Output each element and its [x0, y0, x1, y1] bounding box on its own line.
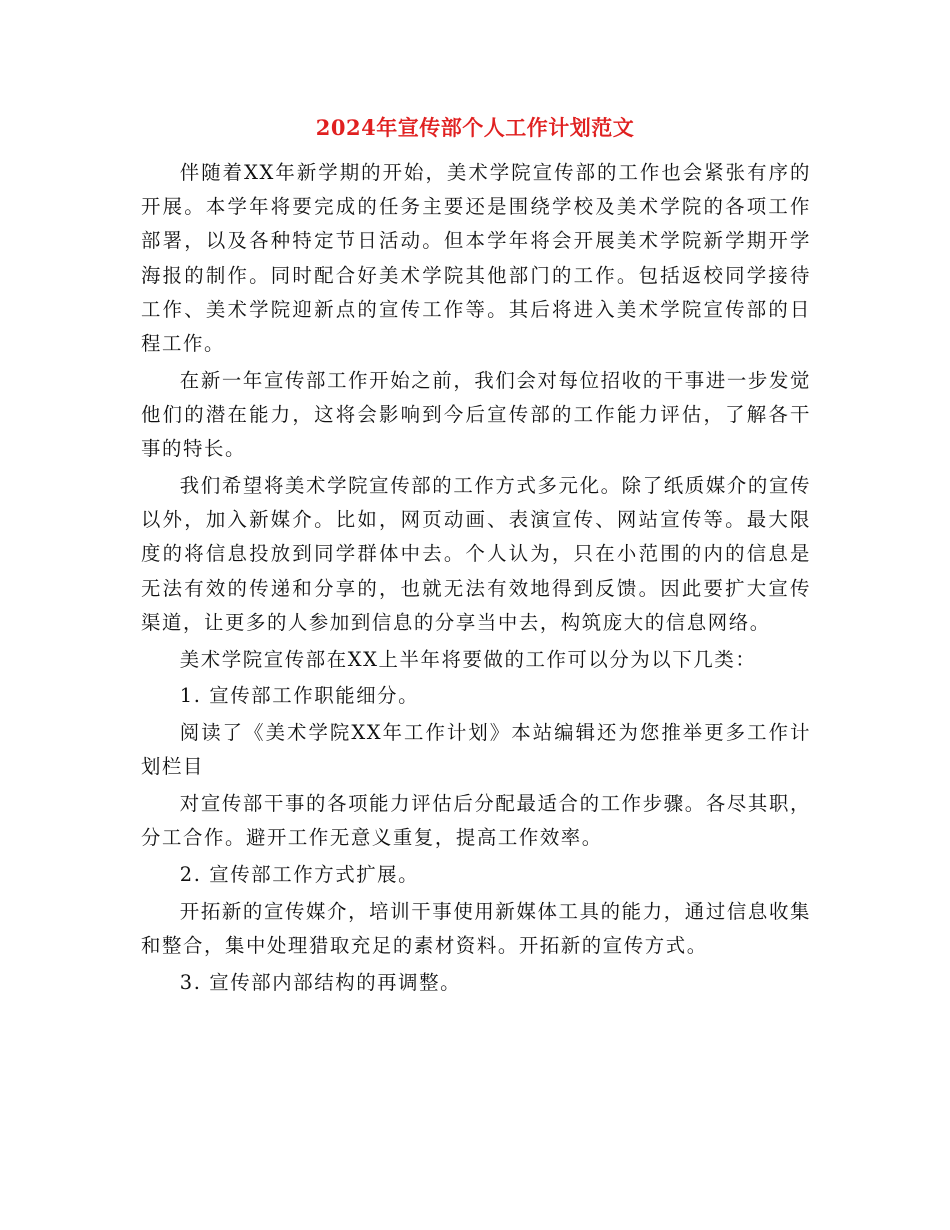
list-item-3-heading: 3. 宣传部内部结构的再调整。 — [179, 971, 462, 995]
list-item-2-heading: 2. 宣传部工作方式扩展。 — [179, 863, 420, 887]
paragraph-division-of-labor: 对宣传部干事的各项能力评估后分配最适合的工作步骤。各尽其职，分工合作。避开工作无意义重复，提高工作效率。 — [141, 792, 811, 850]
paragraph-related-reading: 阅读了《美术学院XX年工作计划》本站编辑还为您推举更多工作计划栏目 — [141, 721, 811, 779]
paragraph-work-categories: 美术学院宣传部在XX上半年将要做的工作可以分为以下几类： — [179, 647, 757, 671]
paragraph-new-media: 开拓新的宣传媒介，培训干事使用新媒体工具的能力，通过信息收集和整合，集中处理猎取充足的素材资料。开拓新的宣传方式。 — [141, 900, 811, 958]
document-body — [141, 156, 811, 1003]
paragraph-diversified-media: 我们希望将美术学院宣传部的工作方式多元化。除了纸质媒介的宣传以外，加入新媒介。比如，网页动画、表演宣传、网站宣传等。最大限度的将信息投放到同学群体中去。个人认为，只在小范围的内的信息是无法有效的传递和分享的，也就无法有效地得到反馈。因此要扩大宣传渠道，让更多的人参加到信息的分享当中去，构筑庞大的信息网络。 — [141, 474, 811, 634]
paragraph-intro: 伴随着XX年新学期的开始，美术学院宣传部的工作也会紧张有序的开展。本学年将要完成的任务主要还是围绕学校及美术学院的各项工作部署，以及各种特定节日活动。但本学年将会开展美术学院新学期开学海报的制作。同时配合好美术学院其他部门的工作。包括返校同学接待工作、美术学院迎新点的宣传工作等。其后将进入美术学院宣传部的日程工作。 — [141, 161, 811, 356]
document-title: 2024年宣传部个人工作计划范文 — [315, 115, 635, 140]
list-item-1-heading: 1. 宣传部工作职能细分。 — [179, 684, 420, 708]
paragraph-staff-assessment: 在新一年宣传部工作开始之前，我们会对每位招收的干事进一步发觉他们的潜在能力，这将会影响到今后宣传部的工作能力评估，了解各干事的特长。 — [141, 368, 811, 461]
